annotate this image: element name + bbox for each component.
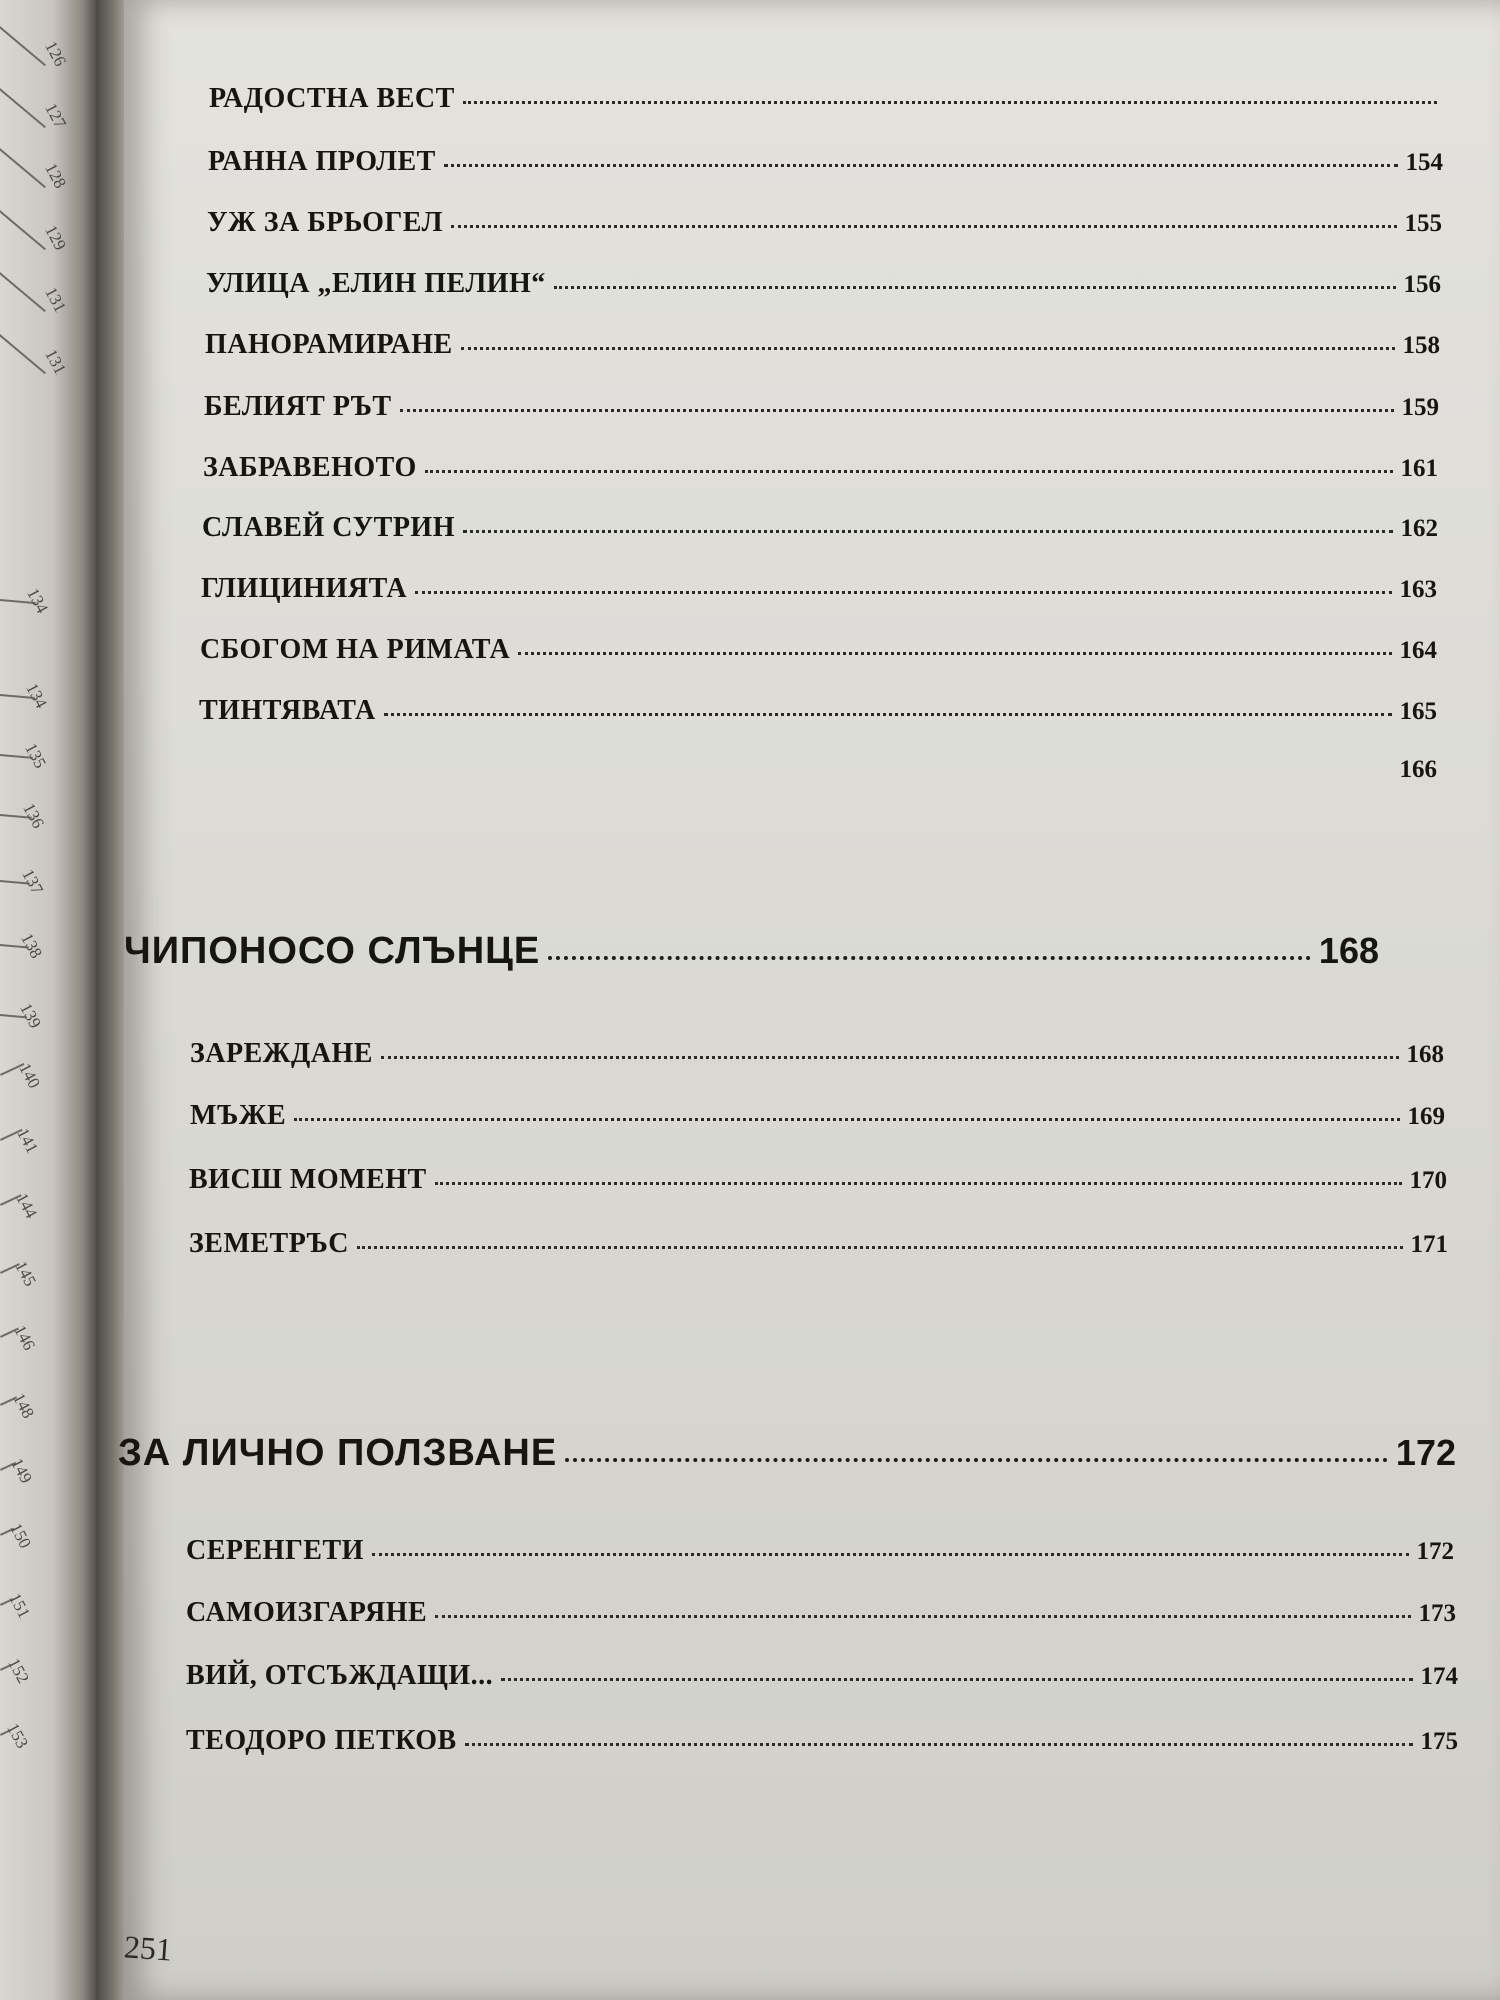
dot-leader bbox=[518, 652, 1391, 655]
toc-entry bbox=[205, 329, 1440, 361]
toc-entry bbox=[189, 1164, 1447, 1196]
toc-entry-page: 168 bbox=[1406, 1041, 1444, 1068]
toc-entry bbox=[186, 1660, 1458, 1692]
toc-entry-title: САМОИЗГАРЯНЕ bbox=[186, 1597, 428, 1628]
index-page-number: 129 bbox=[41, 222, 70, 254]
toc-entry bbox=[202, 512, 1438, 544]
toc-entry-page: 163 bbox=[1399, 576, 1437, 603]
dot-leader bbox=[425, 470, 1393, 473]
toc-entry bbox=[190, 1100, 1445, 1132]
toc-entry-title: УЖ ЗА БРЬОГЕЛ bbox=[207, 207, 443, 238]
toc-entry-page: 172 bbox=[1416, 1538, 1454, 1565]
index-page-number: 128 bbox=[41, 160, 70, 192]
dot-leader bbox=[415, 591, 1391, 594]
dot-leader bbox=[384, 713, 1392, 716]
toc-section-heading bbox=[124, 930, 1379, 973]
toc-entry-title: СБОГОМ НА РИМАТА bbox=[200, 634, 511, 665]
toc-entry bbox=[203, 452, 1438, 484]
toc-section-heading bbox=[118, 1432, 1456, 1475]
toc-entry bbox=[199, 695, 1437, 727]
index-page-number: 135 bbox=[20, 740, 50, 772]
toc-entry-page: 156 bbox=[1403, 271, 1441, 298]
toc-section-page: 168 bbox=[1318, 930, 1379, 971]
index-page-number: 148 bbox=[8, 1390, 38, 1422]
toc-entry-title: ТИНТЯВАТА bbox=[199, 695, 376, 726]
toc-entry-title: СЛАВЕЙ СУТРИН bbox=[202, 512, 455, 543]
toc-entry-page: 170 bbox=[1409, 1167, 1447, 1194]
toc-entry-title: СЕРЕНГЕТИ bbox=[186, 1535, 364, 1566]
dot-leader bbox=[565, 1458, 1388, 1462]
index-page-number: 146 bbox=[10, 1322, 39, 1354]
toc-entry-page: 166 bbox=[1399, 756, 1437, 783]
toc-entry-page: 159 bbox=[1401, 394, 1439, 421]
toc-entry-page: 175 bbox=[1420, 1728, 1458, 1755]
table-of-contents-page bbox=[118, 0, 1500, 2000]
index-page-number: 127 bbox=[41, 100, 70, 132]
toc-entry-title: ЗАРЕЖДАНЕ bbox=[190, 1038, 373, 1069]
toc-entry-page: 169 bbox=[1407, 1103, 1445, 1130]
index-page-number: 152 bbox=[4, 1655, 33, 1687]
dot-leader bbox=[444, 164, 1398, 167]
toc-entry-page: 173 bbox=[1418, 1600, 1456, 1627]
dot-leader bbox=[463, 530, 1393, 533]
toc-entry-title: УЛИЦА „ЕЛИН ПЕЛИН“ bbox=[206, 268, 546, 299]
toc-section-page: 172 bbox=[1395, 1432, 1456, 1473]
toc-entry-page: 164 bbox=[1399, 637, 1437, 664]
dot-leader bbox=[435, 1615, 1410, 1618]
index-page-number: 138 bbox=[17, 930, 46, 962]
toc-entry bbox=[186, 1535, 1454, 1567]
toc-entry bbox=[209, 83, 1445, 115]
toc-entry bbox=[206, 268, 1441, 300]
index-page-number: 131 bbox=[41, 284, 70, 316]
toc-entry-title: РАННА ПРОЛЕТ bbox=[208, 146, 436, 177]
toc-entry-page: 155 bbox=[1404, 210, 1442, 237]
toc-entry-title: ГЛИЦИНИЯТА bbox=[201, 573, 408, 604]
index-page-number: 144 bbox=[12, 1190, 42, 1222]
toc-entry bbox=[200, 634, 1437, 666]
toc-entry-title: МЪЖЕ bbox=[190, 1100, 287, 1131]
dot-leader bbox=[381, 1056, 1399, 1059]
toc-entry bbox=[208, 146, 1443, 178]
dot-leader bbox=[294, 1118, 1399, 1121]
index-page-number: 151 bbox=[5, 1590, 34, 1622]
index-page-number: 141 bbox=[13, 1125, 43, 1157]
index-page-number: 136 bbox=[19, 800, 49, 832]
dot-leader bbox=[435, 1182, 1402, 1185]
dot-leader bbox=[465, 1743, 1413, 1746]
toc-section-title: ЧИПОНОСО СЛЪНЦЕ bbox=[124, 930, 541, 972]
dot-leader bbox=[461, 347, 1395, 350]
toc-entry bbox=[186, 1597, 1456, 1629]
toc-entry-title: ЗЕМЕТРЪС bbox=[189, 1228, 349, 1259]
toc-entry-page: 154 bbox=[1405, 149, 1443, 176]
index-page-number: 150 bbox=[6, 1520, 36, 1552]
toc-entry-title: РАДОСТНА ВЕСТ bbox=[209, 83, 455, 114]
toc-entry-title: ЗАБРАВЕНОТО bbox=[203, 452, 417, 483]
dot-leader bbox=[357, 1246, 1403, 1249]
toc-entry-title: ВИЙ, ОТСЪЖДАЩИ... bbox=[186, 1660, 494, 1691]
index-page-number: 149 bbox=[7, 1455, 37, 1487]
dot-leader bbox=[554, 286, 1396, 289]
toc-entry-page: 162 bbox=[1400, 515, 1438, 542]
dot-leader bbox=[372, 1553, 1409, 1556]
toc-entry bbox=[189, 1228, 1448, 1260]
dot-leader bbox=[463, 101, 1437, 104]
index-page-number: 131 bbox=[41, 346, 70, 378]
toc-entry-title: ВИСШ МОМЕНТ bbox=[189, 1164, 427, 1195]
toc-entry-page: 158 bbox=[1402, 332, 1440, 359]
toc-entry bbox=[190, 1038, 1444, 1070]
index-page-number: 126 bbox=[41, 38, 70, 70]
dot-leader bbox=[451, 225, 1397, 228]
index-page-number: 134 bbox=[22, 680, 51, 712]
page-number: 251 bbox=[122, 1928, 174, 1968]
dot-leader bbox=[400, 409, 1394, 412]
index-page-number: 137 bbox=[18, 866, 48, 898]
toc-entry-page: 171 bbox=[1410, 1231, 1448, 1258]
toc-entry-page: 165 bbox=[1399, 698, 1437, 725]
toc-entry-title: ТЕОДОРО ПЕТКОВ bbox=[186, 1725, 457, 1756]
toc-entry bbox=[186, 1725, 1458, 1757]
toc-entry bbox=[207, 207, 1442, 239]
toc-entry-page: 161 bbox=[1400, 455, 1438, 482]
index-page-number: 134 bbox=[23, 585, 52, 617]
dot-leader bbox=[548, 956, 1311, 960]
toc-entry-title: БЕЛИЯТ РЪТ bbox=[204, 391, 392, 422]
index-page-number: 139 bbox=[16, 1000, 45, 1032]
index-page-number: 140 bbox=[14, 1060, 44, 1092]
dot-leader bbox=[501, 1678, 1412, 1681]
index-page-number: 145 bbox=[11, 1258, 40, 1290]
toc-section-title: ЗА ЛИЧНО ПОЛЗВАНЕ bbox=[118, 1432, 558, 1474]
toc-entry-title: ПАНОРАМИРАНЕ bbox=[205, 329, 453, 360]
toc-entry bbox=[204, 391, 1439, 423]
index-page-number: 153 bbox=[3, 1720, 32, 1752]
toc-entry-page: 174 bbox=[1420, 1663, 1458, 1690]
toc-entry bbox=[201, 573, 1437, 605]
toc-entry bbox=[199, 756, 1437, 784]
